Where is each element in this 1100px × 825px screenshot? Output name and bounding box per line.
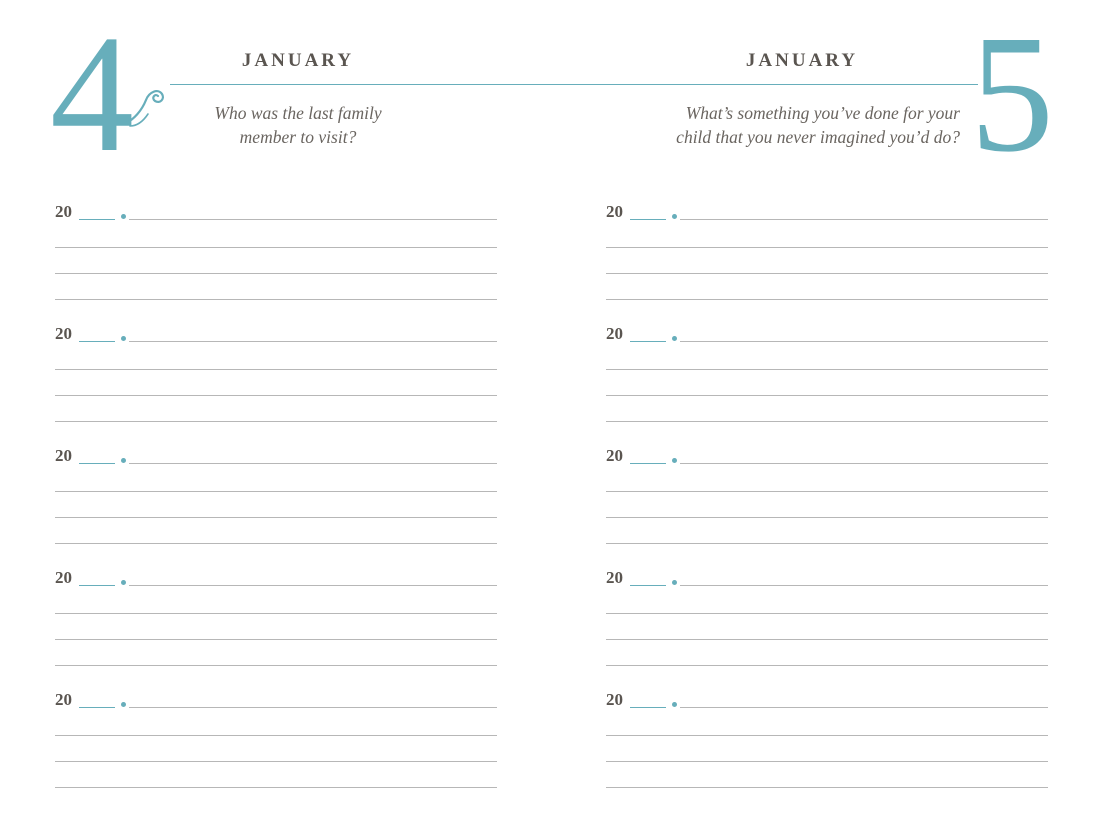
prompt-right	[620, 101, 960, 149]
entry-write-line[interactable]	[606, 665, 1048, 666]
year-prefix: 20	[55, 446, 72, 465]
entry-write-line[interactable]	[129, 707, 497, 708]
year-prefix: 20	[55, 690, 72, 709]
entry-header	[55, 690, 497, 710]
entry-left[interactable]	[55, 324, 497, 422]
entry-write-line[interactable]	[606, 299, 1048, 300]
year-prefix: 20	[606, 568, 623, 587]
bullet-dot-icon	[672, 702, 677, 707]
entry-write-line[interactable]	[606, 421, 1048, 422]
prompt-line: child that you never imagined you’d do?	[676, 127, 960, 147]
bullet-dot-icon	[672, 336, 677, 341]
entry-right[interactable]	[606, 568, 1048, 666]
day-number-left: 4	[50, 1, 134, 187]
entry-right[interactable]	[606, 446, 1048, 544]
entry-write-line[interactable]	[606, 543, 1048, 544]
entry-write-line[interactable]	[606, 735, 1048, 736]
year-prefix: 20	[55, 324, 72, 343]
year-blank-line[interactable]	[79, 707, 115, 708]
prompt-line: Who was the last family	[214, 103, 382, 123]
entry-header	[606, 324, 1048, 344]
entry-write-line[interactable]	[55, 517, 497, 518]
bullet-dot-icon	[121, 580, 126, 585]
month-title-left: JANUARY	[241, 50, 355, 71]
entry-write-line[interactable]	[55, 787, 497, 788]
year-prefix: 20	[606, 446, 623, 465]
entry-write-line[interactable]	[606, 517, 1048, 518]
prompt-line: member to visit?	[239, 127, 357, 147]
entry-header	[55, 446, 497, 466]
entry-write-line[interactable]	[606, 761, 1048, 762]
entry-write-line[interactable]	[55, 395, 497, 396]
year-prefix: 20	[606, 202, 623, 221]
entry-header	[606, 690, 1048, 710]
header-rule	[170, 84, 978, 85]
entry-write-line[interactable]	[606, 491, 1048, 492]
entry-write-line[interactable]	[55, 273, 497, 274]
year-blank-line[interactable]	[630, 707, 666, 708]
entry-left[interactable]	[55, 446, 497, 544]
year-blank-line[interactable]	[79, 585, 115, 586]
flourish-ornament-icon	[120, 80, 168, 130]
entry-write-line[interactable]	[55, 247, 497, 248]
entry-write-line[interactable]	[680, 341, 1048, 342]
month-title-right: JANUARY	[745, 50, 859, 71]
entry-write-line[interactable]	[680, 707, 1048, 708]
entry-write-line[interactable]	[129, 219, 497, 220]
bullet-dot-icon	[121, 702, 126, 707]
entry-left[interactable]	[55, 568, 497, 666]
bullet-dot-icon	[121, 336, 126, 341]
bullet-dot-icon	[121, 458, 126, 463]
year-blank-line[interactable]	[79, 341, 115, 342]
entry-write-line[interactable]	[129, 585, 497, 586]
entry-left[interactable]	[55, 690, 497, 788]
entry-write-line[interactable]	[55, 421, 497, 422]
entry-write-line[interactable]	[680, 463, 1048, 464]
entry-header	[55, 324, 497, 344]
entry-write-line[interactable]	[129, 463, 497, 464]
entry-header	[606, 202, 1048, 222]
year-prefix: 20	[606, 690, 623, 709]
year-blank-line[interactable]	[79, 463, 115, 464]
entry-write-line[interactable]	[680, 585, 1048, 586]
year-blank-line[interactable]	[630, 585, 666, 586]
year-prefix: 20	[55, 568, 72, 587]
year-prefix: 20	[55, 202, 72, 221]
entry-write-line[interactable]	[55, 613, 497, 614]
year-blank-line[interactable]	[79, 219, 115, 220]
entry-write-line[interactable]	[129, 341, 497, 342]
entry-header	[606, 568, 1048, 588]
entry-header	[55, 568, 497, 588]
entry-write-line[interactable]	[680, 219, 1048, 220]
day-number-right: 5	[970, 1, 1054, 187]
entry-write-line[interactable]	[606, 395, 1048, 396]
entry-write-line[interactable]	[55, 369, 497, 370]
entry-write-line[interactable]	[606, 613, 1048, 614]
entry-write-line[interactable]	[55, 543, 497, 544]
entry-write-line[interactable]	[55, 665, 497, 666]
entry-write-line[interactable]	[606, 273, 1048, 274]
year-blank-line[interactable]	[630, 341, 666, 342]
bullet-dot-icon	[672, 458, 677, 463]
entry-write-line[interactable]	[606, 369, 1048, 370]
prompt-left	[168, 101, 428, 149]
bullet-dot-icon	[121, 214, 126, 219]
entry-write-line[interactable]	[55, 491, 497, 492]
year-prefix: 20	[606, 324, 623, 343]
prompt-line: What’s something you’ve done for your	[685, 103, 960, 123]
entry-right[interactable]	[606, 690, 1048, 788]
entry-left[interactable]	[55, 202, 497, 300]
bullet-dot-icon	[672, 214, 677, 219]
entry-write-line[interactable]	[55, 639, 497, 640]
entry-header	[55, 202, 497, 222]
entry-write-line[interactable]	[606, 787, 1048, 788]
bullet-dot-icon	[672, 580, 677, 585]
year-blank-line[interactable]	[630, 463, 666, 464]
entry-write-line[interactable]	[606, 247, 1048, 248]
entry-right[interactable]	[606, 324, 1048, 422]
year-blank-line[interactable]	[630, 219, 666, 220]
entry-header	[606, 446, 1048, 466]
entry-write-line[interactable]	[55, 299, 497, 300]
entry-write-line[interactable]	[55, 761, 497, 762]
entry-write-line[interactable]	[55, 735, 497, 736]
entry-write-line[interactable]	[606, 639, 1048, 640]
entry-right[interactable]	[606, 202, 1048, 300]
